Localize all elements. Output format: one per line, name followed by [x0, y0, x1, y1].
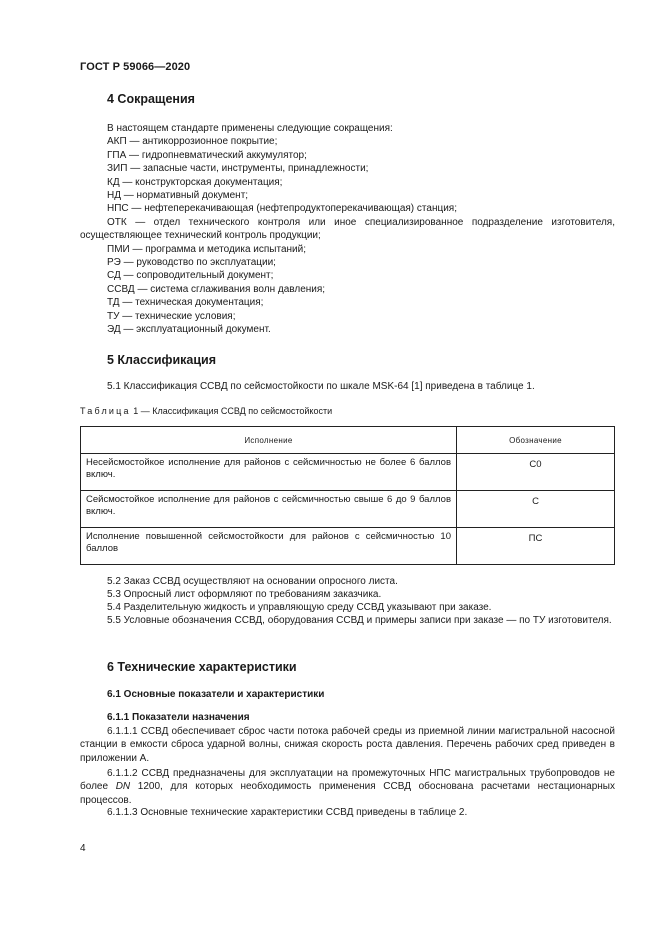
paragraph-6-1-1-3: 6.1.1.3 Основные технические характеристики ССВД приведены в таблице 2. [107, 807, 468, 818]
section-4-title: 4 Сокращения [107, 92, 195, 106]
abbreviation-item: НД — нормативный документ; [107, 190, 249, 202]
paragraph-6-1-1-2-part-a: 6.1.1.2 ССВД предназначены для эксплуатации на промежуточных НПС магистральных трубопроводов не более [80, 768, 615, 793]
paragraph-5-3: 5.3 Опросный лист оформляют по требованиям заказчика. [107, 589, 382, 600]
table-header-execution: Исполнение [81, 427, 457, 454]
table-caption-text: 1 — Классификация ССВД по сейсмостойкости [130, 406, 333, 416]
table-cell-execution: Несейсмостойкое исполнение для районов с сейсмичностью не более 6 баллов включ. [81, 454, 457, 491]
table-header-designation: Обозначение [457, 427, 615, 454]
abbreviation-item: ОТК — отдел технического контроля или иное специализированное подразделение изготовителя, осуществляющее технический контроль продукции; [80, 216, 615, 242]
classification-table [80, 426, 615, 565]
subsection-6-1-title: 6.1 Основные показатели и характеристики [107, 689, 325, 700]
paragraph-6-1-1-2 [80, 767, 615, 807]
paragraph-5-2: 5.2 Заказ ССВД осуществляют на основании опросного листа. [107, 576, 398, 587]
abbreviations-list [80, 122, 615, 337]
section-6-title: 6 Технические характеристики [107, 660, 297, 674]
abbreviation-item: АКП — антикоррозионное покрытие; [107, 136, 278, 148]
abbreviation-item: ПМИ — программа и методика испытаний; [107, 243, 306, 255]
paragraph-5-1: 5.1 Классификация ССВД по сейсмостойкости по шкале MSK-64 [1] приведена в таблице 1. [107, 381, 535, 392]
table-cell-designation: ПС [457, 528, 615, 565]
table-row [81, 528, 615, 565]
paragraph-6-1-1-1: 6.1.1.1 ССВД обеспечивает сброс части потока рабочей среды из приемной линии магистральной насосной станции в емкости сброса ударной волны, снижая скорость роста давления. Перечень рабочих сред приведен в приложении А. [80, 726, 615, 764]
table-row [81, 491, 615, 528]
table-cell-execution: Исполнение повышенной сейсмостойкости для районов с сейсмичностью 10 баллов [81, 528, 457, 565]
page-number: 4 [80, 843, 86, 854]
document-code: ГОСТ Р 59066—2020 [80, 61, 191, 73]
paragraph-6-1-1-2-part-b: 1200, для которых необходимость применения ССВД обоснована расчетами нестационарных процессов. [80, 781, 615, 806]
paragraph-5-4: 5.4 Разделительную жидкость и управляющую среду ССВД указывают при заказе. [107, 602, 492, 613]
abbreviation-item: ГПА — гидропневматический аккумулятор; [107, 149, 307, 161]
abbreviation-item: ЗИП — запасные части, инструменты, принадлежности; [107, 163, 369, 175]
nominal-diameter-symbol: DN [115, 781, 131, 793]
table-cell-designation: С0 [457, 454, 615, 491]
subsection-6-1-1-title: 6.1.1 Показатели назначения [107, 712, 250, 723]
paragraph-5-5: 5.5 Условные обозначения ССВД, оборудования ССВД и примеры записи при заказе — по ТУ изготовителя. [107, 615, 612, 626]
table-1-caption [80, 406, 332, 416]
abbreviation-item: РЭ — руководство по эксплуатации; [107, 257, 276, 269]
abbreviation-item: НПС — нефтеперекачивающая (нефтепродуктоперекачивающая) станция; [107, 203, 457, 215]
abbreviation-item: ТУ — технические условия; [107, 310, 236, 322]
abbreviation-item: ССВД — система сглаживания волн давления; [107, 283, 326, 295]
abbreviation-item: ТД — техническая документация; [107, 297, 264, 309]
table-cell-execution: Сейсмостойкое исполнение для районов с сейсмичностью свыше 6 до 9 баллов включ. [81, 491, 457, 528]
abbreviations-intro: В настоящем стандарте применены следующие сокращения: [107, 123, 393, 134]
abbreviation-item: КД — конструкторская документация; [107, 176, 283, 188]
section-5-title: 5 Классификация [107, 353, 217, 367]
table-caption-label: Таблица [80, 406, 131, 416]
table-row [81, 454, 615, 491]
table-cell-designation: С [457, 491, 615, 528]
abbreviation-item: ЭД — эксплуатационный документ. [107, 324, 271, 336]
abbreviation-item: СД — сопроводительный документ; [107, 270, 274, 282]
